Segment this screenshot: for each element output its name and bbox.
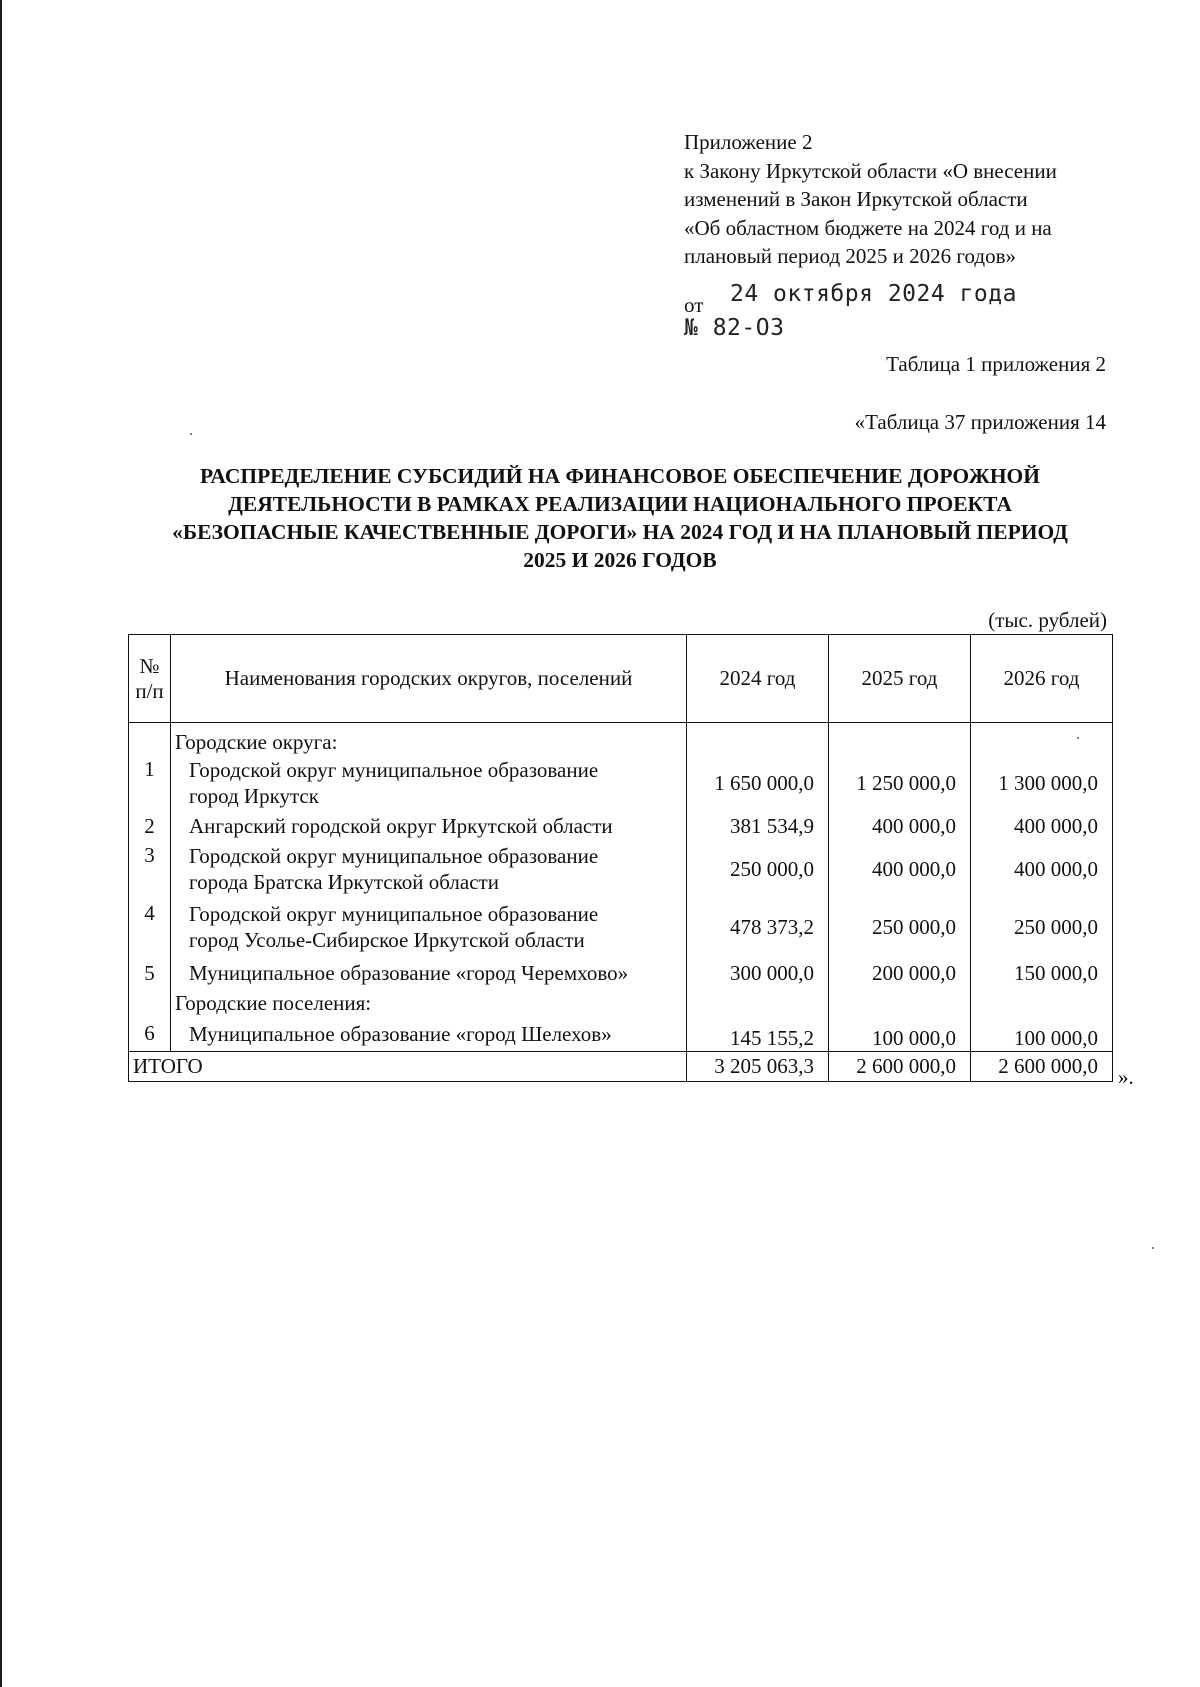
row-name: [171, 755, 687, 811]
header-num-line: п/п: [135, 678, 164, 703]
law-number: № 82-ОЗ: [684, 315, 785, 341]
law-date: 24 октября 2024 года: [730, 281, 1017, 307]
row-value-2026: 400 000,0: [971, 841, 1113, 897]
table-row: [129, 841, 1113, 897]
row-name-line: города Братска Иркутской области: [189, 870, 499, 894]
header-num: [129, 635, 171, 723]
title-line: 2025 И 2026 ГОДОВ: [523, 548, 717, 572]
row-value-2025: 400 000,0: [829, 841, 971, 897]
table-reference: Таблица 1 приложения 2: [886, 352, 1106, 376]
table-cell: [971, 989, 1113, 1017]
table-row: [129, 755, 1113, 811]
row-value-2024: 478 373,2: [687, 897, 829, 957]
table-row: [129, 957, 1113, 989]
document-title: [130, 462, 1110, 574]
header-2026: 2026 год: [971, 635, 1113, 723]
row-name: Муниципальное образование «город Черемхово»: [171, 957, 687, 989]
total-value-2026: 2 600 000,0: [971, 1051, 1113, 1081]
row-number: 2: [129, 811, 171, 841]
row-value-2026: 150 000,0: [971, 957, 1113, 989]
header-2024: 2024 год: [687, 635, 829, 723]
row-name-line: Городской округ муниципальное образование: [189, 844, 599, 868]
total-label: ИТОГО: [129, 1051, 687, 1081]
table-cell: [829, 723, 971, 756]
row-number: 1: [129, 755, 171, 811]
table-cell: [129, 723, 171, 756]
subsidies-table: [128, 634, 1113, 1082]
table-cell: [829, 989, 971, 1017]
table-cell: [687, 989, 829, 1017]
row-value-2025: 1 250 000,0: [829, 755, 971, 811]
table-row: [129, 1017, 1113, 1051]
row-name: [171, 897, 687, 957]
scan-speck: [1152, 1247, 1154, 1249]
table-header-row: [129, 635, 1113, 723]
row-value-2025: 100 000,0: [829, 1017, 971, 1051]
group-label: Городские поселения:: [171, 989, 687, 1017]
table-total-row: [129, 1051, 1113, 1081]
signature-date-row: [684, 281, 1124, 317]
scan-border: [0, 0, 2, 1687]
row-name-line: город Усолье-Сибирское Иркутской области: [189, 928, 585, 952]
scan-speck: [190, 433, 192, 435]
row-value-2025: 200 000,0: [829, 957, 971, 989]
table-row: [129, 897, 1113, 957]
table-cell: [129, 989, 171, 1017]
row-value-2025: 250 000,0: [829, 897, 971, 957]
appendix-line: к Закону Иркутской области «О внесении: [684, 158, 1057, 183]
table-cell: [971, 723, 1113, 756]
appendix-line: изменений в Закон Иркутской области: [684, 187, 1028, 211]
row-name: [171, 841, 687, 897]
table-row: [129, 811, 1113, 841]
header-num-line: №: [139, 653, 160, 678]
from-label: от: [684, 293, 704, 317]
law-signature-stamp: [684, 281, 1124, 341]
appendix-line: Приложение 2: [684, 130, 813, 154]
title-line: РАСПРЕДЕЛЕНИЕ СУБСИДИЙ НА ФИНАНСОВОЕ ОБЕСПЕЧЕНИЕ ДОРОЖНОЙ: [200, 464, 1040, 488]
row-value-2024: 300 000,0: [687, 957, 829, 989]
total-value-2024: 3 205 063,3: [687, 1051, 829, 1081]
row-value-2026: 1 300 000,0: [971, 755, 1113, 811]
row-number: 6: [129, 1017, 171, 1051]
row-value-2026: 100 000,0: [971, 1017, 1113, 1051]
title-line: ДЕЯТЕЛЬНОСТИ В РАМКАХ РЕАЛИЗАЦИИ НАЦИОНАЛЬНОГО ПРОЕКТА: [228, 492, 1012, 516]
row-name: Ангарский городской округ Иркутской области: [171, 811, 687, 841]
row-number: 3: [129, 841, 171, 897]
row-value-2024: 250 000,0: [687, 841, 829, 897]
row-name-line: город Иркутск: [189, 784, 319, 808]
units-label: (тыс. рублей): [988, 608, 1107, 632]
table-reference-original: «Таблица 37 приложения 14: [854, 410, 1106, 434]
row-value-2026: 400 000,0: [971, 811, 1113, 841]
row-number: 4: [129, 897, 171, 957]
row-value-2025: 400 000,0: [829, 811, 971, 841]
total-value-2025: 2 600 000,0: [829, 1051, 971, 1081]
table-group-row: [129, 989, 1113, 1017]
row-number: 5: [129, 957, 171, 989]
row-name: Муниципальное образование «город Шелехов»: [171, 1017, 687, 1051]
row-name-line: Городской округ муниципальное образование: [189, 758, 599, 782]
header-2025: 2025 год: [829, 635, 971, 723]
header-name: Наименования городских округов, поселений: [171, 635, 687, 723]
appendix-line: «Об областном бюджете на 2024 год и на: [684, 215, 1052, 240]
closing-quote: ».: [1118, 1065, 1134, 1089]
table-cell: [687, 723, 829, 756]
row-value-2024: 1 650 000,0: [687, 755, 829, 811]
appendix-header: [684, 128, 1104, 271]
row-name-line: Городской округ муниципальное образование: [189, 902, 599, 926]
title-line: «БЕЗОПАСНЫЕ КАЧЕСТВЕННЫЕ ДОРОГИ» НА 2024 ГОД И НА ПЛАНОВЫЙ ПЕРИОД: [172, 520, 1068, 544]
table-group-row: [129, 723, 1113, 756]
appendix-line: плановый период 2025 и 2026 годов»: [684, 244, 1016, 268]
row-value-2024: 381 534,9: [687, 811, 829, 841]
group-label: Городские округа:: [171, 723, 687, 756]
row-value-2026: 250 000,0: [971, 897, 1113, 957]
row-value-2024: 145 155,2: [687, 1017, 829, 1051]
